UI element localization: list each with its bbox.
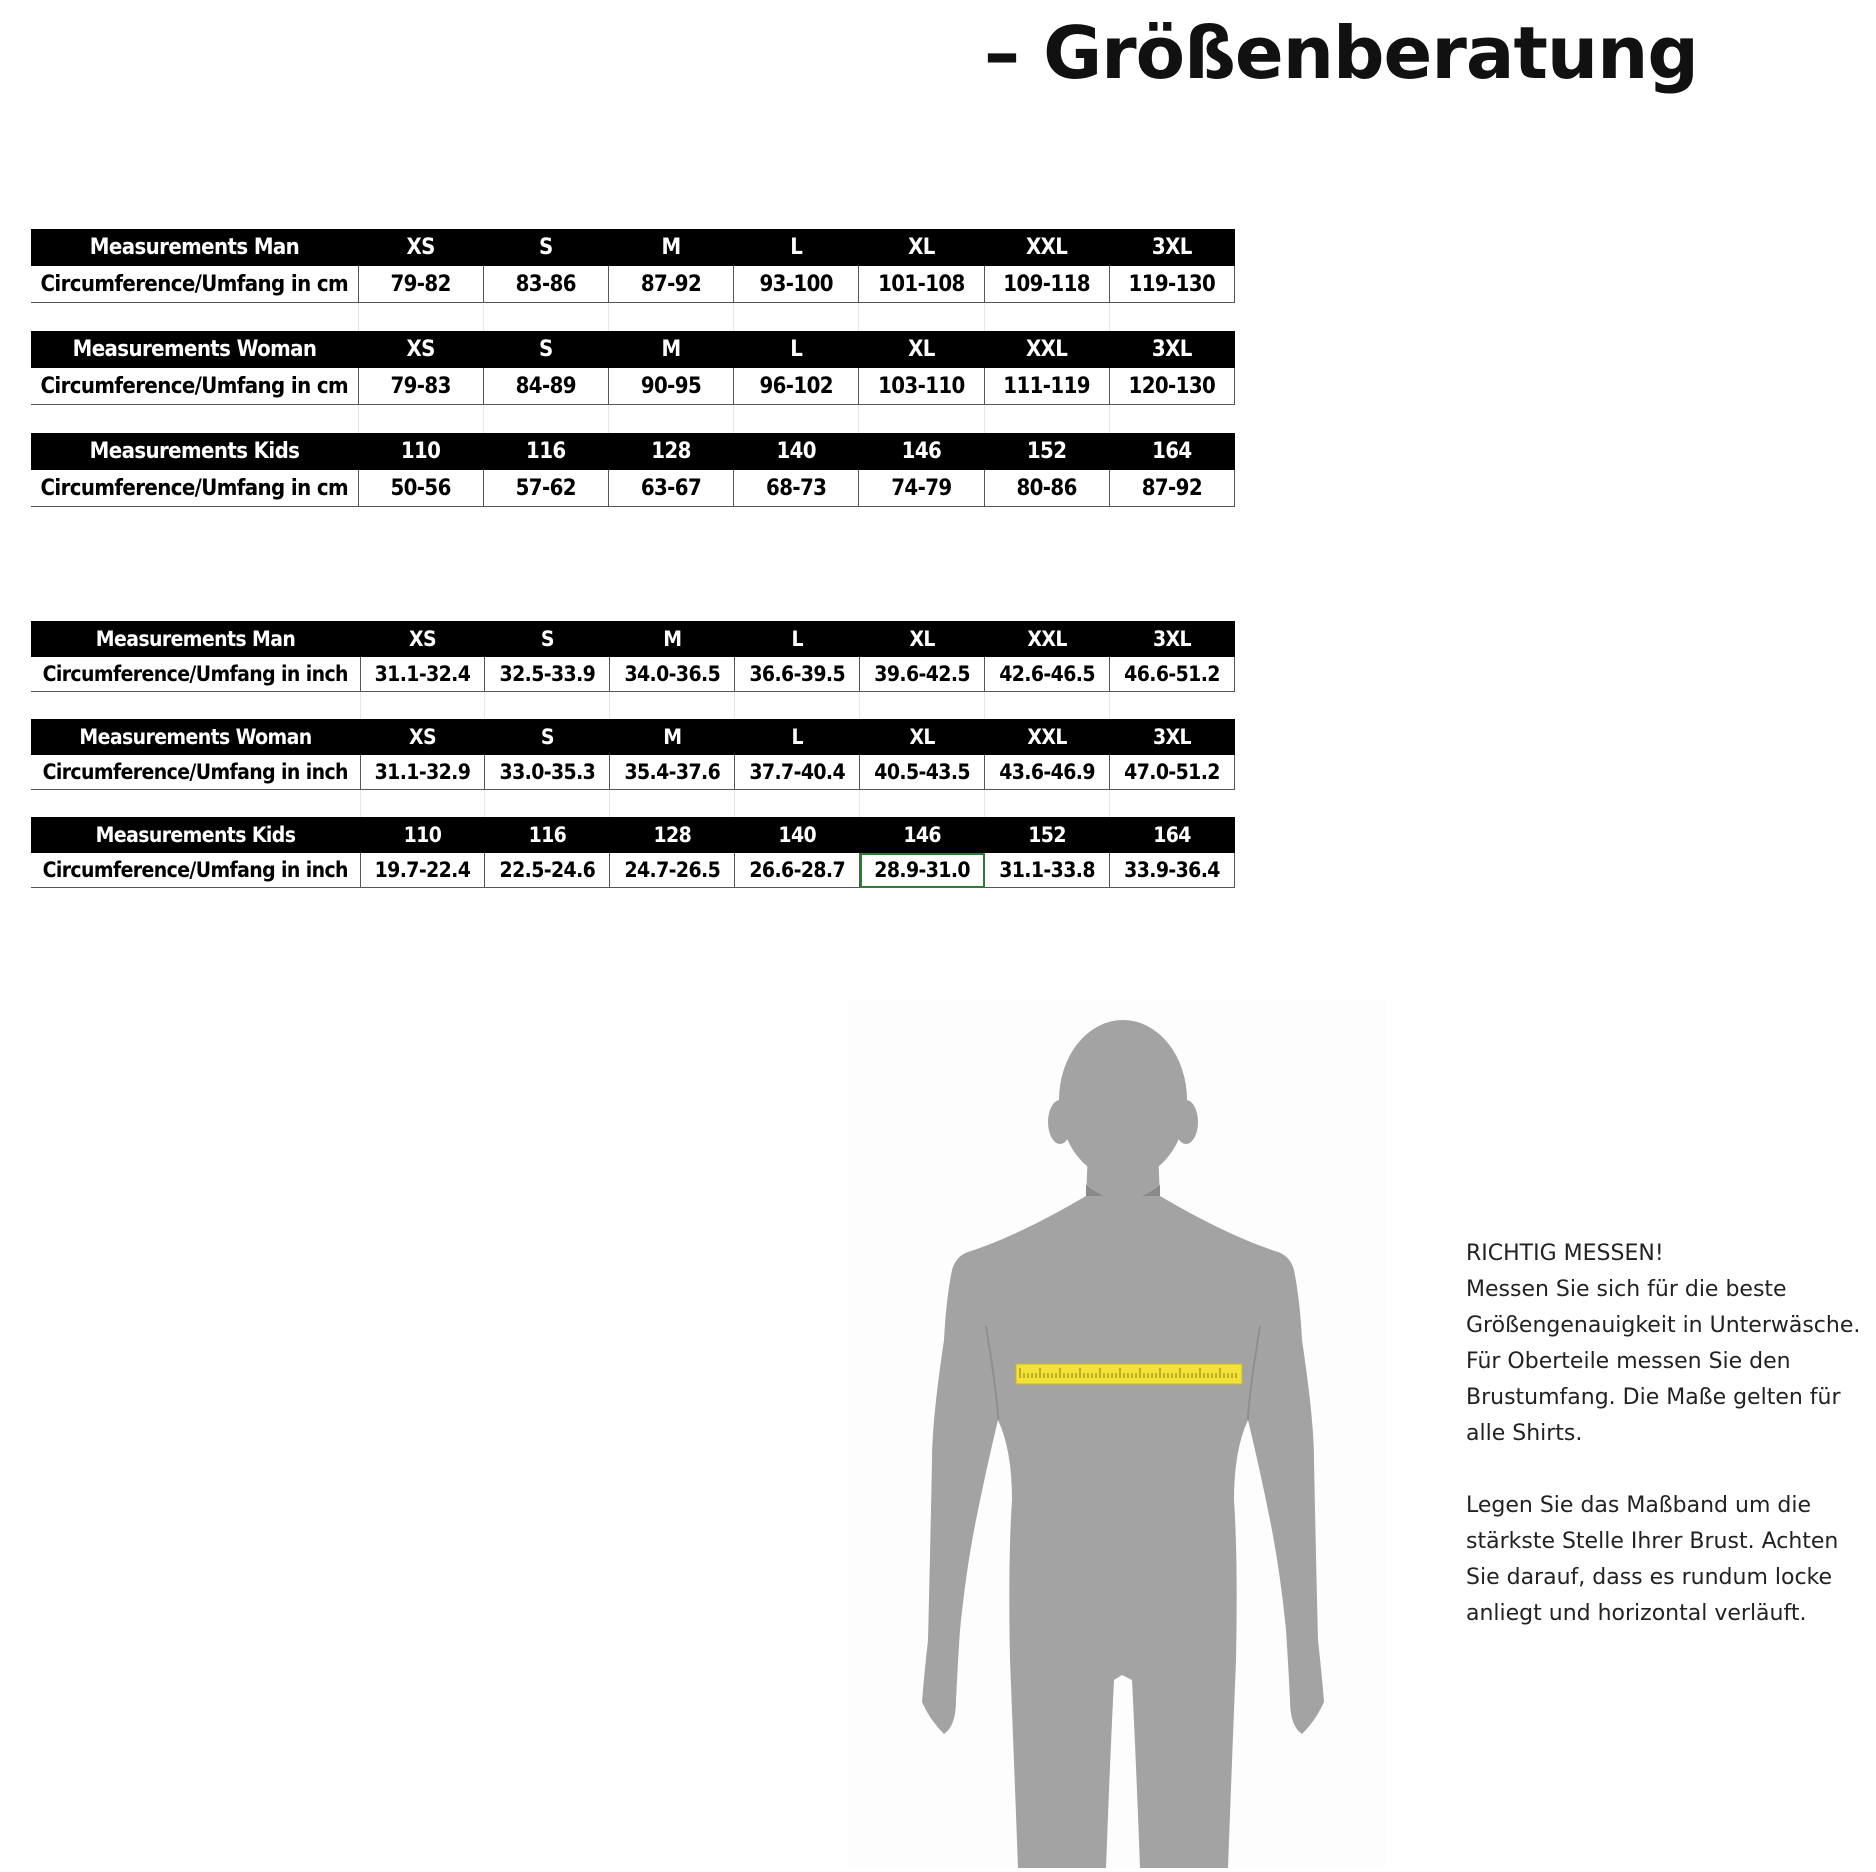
spacer-cell	[1109, 303, 1234, 332]
size-table-value-row	[31, 657, 1235, 692]
spacer-cell	[358, 405, 483, 434]
measurement-value: 26.6-28.7	[735, 853, 860, 888]
measurement-value: 31.1-33.8	[985, 853, 1110, 888]
instructions-line: Sie darauf, dass es rundum locke	[1466, 1565, 1833, 1590]
size-table-value-row	[31, 470, 1235, 507]
spacer-cell	[984, 405, 1109, 434]
size-label: XXL	[984, 331, 1109, 368]
measurement-value: 40.5-43.5	[860, 755, 985, 790]
spacer-cell	[610, 692, 735, 720]
instructions-line: Brustumfang. Die Maße gelten für	[1466, 1385, 1841, 1410]
size-label: 3XL	[1109, 229, 1234, 266]
measurement-label: Circumference/Umfang in inch	[31, 853, 360, 888]
size-label: XXL	[984, 229, 1109, 266]
measurement-label: Circumference/Umfang in cm	[31, 470, 358, 507]
spacer-cell	[859, 405, 984, 434]
instructions-line: Legen Sie das Maßband um die	[1466, 1493, 1811, 1518]
size-label: 164	[1109, 433, 1234, 470]
measurement-value: 31.1-32.9	[360, 755, 485, 790]
size-group-label: Measurements Kids	[31, 817, 360, 853]
size-group-label: Measurements Woman	[31, 719, 360, 755]
spacer-cell	[984, 303, 1109, 332]
measurement-value: 120-130	[1109, 368, 1234, 405]
measurement-value: 31.1-32.4	[360, 657, 485, 692]
size-label: XL	[860, 719, 985, 755]
measurement-value: 22.5-24.6	[485, 853, 610, 888]
size-label: XL	[859, 331, 984, 368]
size-label: S	[483, 229, 608, 266]
size-label: S	[485, 719, 610, 755]
measurement-value: 109-118	[984, 266, 1109, 303]
size-label: M	[608, 331, 733, 368]
measurement-value: 74-79	[859, 470, 984, 507]
size-label: 116	[483, 433, 608, 470]
measurement-value: 57-62	[483, 470, 608, 507]
instructions-line: Messen Sie sich für die beste	[1466, 1277, 1787, 1302]
size-table-value-row	[31, 853, 1235, 888]
size-label: XS	[360, 621, 485, 657]
spacer-cell	[735, 790, 860, 818]
size-table-header-row	[31, 719, 1235, 755]
size-label: L	[734, 229, 859, 266]
spacer-cell	[483, 303, 608, 332]
measurement-value: 35.4-37.6	[610, 755, 735, 790]
table-spacer-row	[31, 692, 1235, 720]
size-label: 128	[610, 817, 735, 853]
measurement-label: Circumference/Umfang in cm	[31, 266, 358, 303]
measurement-value: 103-110	[859, 368, 984, 405]
spacer-cell	[608, 405, 733, 434]
size-table-value-row	[31, 266, 1235, 303]
measurement-label: Circumference/Umfang in cm	[31, 368, 358, 405]
size-table-header-row	[31, 817, 1235, 853]
size-group-label: Measurements Woman	[31, 331, 358, 368]
measurement-value: 83-86	[483, 266, 608, 303]
spacer-cell	[31, 790, 360, 818]
size-table-header-row	[31, 433, 1235, 470]
measurement-value: 68-73	[734, 470, 859, 507]
measurement-value: 119-130	[1109, 266, 1234, 303]
size-label: 152	[985, 817, 1110, 853]
size-label: XS	[358, 229, 483, 266]
spacer-cell	[859, 303, 984, 332]
measurement-label: Circumference/Umfang in inch	[31, 657, 360, 692]
page-title: – Größenberatung	[984, 11, 1698, 95]
measuring-instructions	[1466, 1236, 1866, 1632]
spacer-cell	[985, 790, 1110, 818]
measurement-value: 93-100	[734, 266, 859, 303]
measurement-value: 101-108	[859, 266, 984, 303]
body-measurement-figure-icon	[848, 1000, 1386, 1868]
size-label: 128	[608, 433, 733, 470]
size-label: 110	[358, 433, 483, 470]
size-label: XXL	[985, 621, 1110, 657]
measurement-value: 39.6-42.5	[860, 657, 985, 692]
spacer-cell	[734, 405, 859, 434]
spacer-cell	[985, 692, 1110, 720]
size-table-value-row	[31, 755, 1235, 790]
size-table-header-row	[31, 621, 1235, 657]
measurement-value: 47.0-51.2	[1110, 755, 1235, 790]
size-label: XS	[360, 719, 485, 755]
size-label: 140	[734, 433, 859, 470]
spacer-cell	[485, 790, 610, 818]
spacer-cell	[735, 692, 860, 720]
measurement-value: 79-82	[358, 266, 483, 303]
spacer-cell	[1109, 405, 1234, 434]
figure-torso	[922, 1196, 1324, 1868]
size-label: XL	[860, 621, 985, 657]
spacer-cell	[860, 692, 985, 720]
size-label: 3XL	[1109, 331, 1234, 368]
size-label: 146	[859, 433, 984, 470]
size-table-cm	[31, 229, 1235, 507]
measurement-value: 90-95	[608, 368, 733, 405]
spacer-cell	[31, 405, 358, 434]
table-spacer-row	[31, 303, 1235, 332]
measurement-value: 42.6-46.5	[985, 657, 1110, 692]
measurement-value: 32.5-33.9	[485, 657, 610, 692]
spacer-cell	[610, 790, 735, 818]
measurement-value: 80-86	[984, 470, 1109, 507]
measurement-value: 46.6-51.2	[1110, 657, 1235, 692]
table-spacer-row	[31, 405, 1235, 434]
measurement-value: 96-102	[734, 368, 859, 405]
instructions-line: stärkste Stelle Ihrer Brust. Achten	[1466, 1529, 1839, 1554]
measurement-value: 33.0-35.3	[485, 755, 610, 790]
measurement-value: 24.7-26.5	[610, 853, 735, 888]
instructions-line: Für Oberteile messen Sie den	[1466, 1349, 1791, 1374]
size-label: M	[610, 621, 735, 657]
measurement-value: 63-67	[608, 470, 733, 507]
size-label: S	[485, 621, 610, 657]
size-label: XS	[358, 331, 483, 368]
size-label: S	[483, 331, 608, 368]
measurement-value: 37.7-40.4	[735, 755, 860, 790]
size-label: XL	[859, 229, 984, 266]
size-label: 140	[735, 817, 860, 853]
spacer-cell	[1110, 790, 1235, 818]
spacer-cell	[31, 692, 360, 720]
size-table-header-row	[31, 229, 1235, 266]
measurement-value: 34.0-36.5	[610, 657, 735, 692]
size-label: L	[735, 621, 860, 657]
body-measurement-figure	[848, 1000, 1386, 1868]
size-label: M	[610, 719, 735, 755]
spacer-cell	[860, 790, 985, 818]
spacer-cell	[485, 692, 610, 720]
size-label: XXL	[985, 719, 1110, 755]
measurement-value: 84-89	[483, 368, 608, 405]
instructions-heading: RICHTIG MESSEN!	[1466, 1241, 1664, 1266]
table-spacer-row	[31, 790, 1235, 818]
measurement-value: 36.6-39.5	[735, 657, 860, 692]
instructions-line: Größengenauigkeit in Unterwäsche.	[1466, 1313, 1861, 1338]
measurement-value: 50-56	[358, 470, 483, 507]
size-label: L	[735, 719, 860, 755]
size-label: 152	[984, 433, 1109, 470]
size-label: M	[608, 229, 733, 266]
spacer-cell	[734, 303, 859, 332]
spacer-cell	[360, 692, 485, 720]
measurement-value: 33.9-36.4	[1110, 853, 1235, 888]
spacer-cell	[360, 790, 485, 818]
spacer-cell	[1110, 692, 1235, 720]
measurement-value: 28.9-31.0	[860, 853, 985, 888]
size-label: 110	[360, 817, 485, 853]
spacer-cell	[483, 405, 608, 434]
instructions-line: anliegt und horizontal verläuft.	[1466, 1601, 1807, 1626]
measurement-value: 87-92	[608, 266, 733, 303]
size-label: 164	[1110, 817, 1235, 853]
spacer-cell	[358, 303, 483, 332]
measurement-label: Circumference/Umfang in inch	[31, 755, 360, 790]
size-table-value-row	[31, 368, 1235, 405]
instructions-line: alle Shirts.	[1466, 1421, 1583, 1446]
measurement-value: 43.6-46.9	[985, 755, 1110, 790]
size-label: 3XL	[1110, 621, 1235, 657]
size-group-label: Measurements Man	[31, 229, 358, 266]
size-label: L	[734, 331, 859, 368]
size-label: 116	[485, 817, 610, 853]
spacer-cell	[31, 303, 358, 332]
size-label: 3XL	[1110, 719, 1235, 755]
spacer-cell	[608, 303, 733, 332]
measurement-value: 19.7-22.4	[360, 853, 485, 888]
size-table-inch	[31, 621, 1235, 888]
size-table-header-row	[31, 331, 1235, 368]
measurement-value: 87-92	[1109, 470, 1234, 507]
size-group-label: Measurements Man	[31, 621, 360, 657]
measurement-value: 111-119	[984, 368, 1109, 405]
size-label: 146	[860, 817, 985, 853]
measurement-value: 79-83	[358, 368, 483, 405]
size-group-label: Measurements Kids	[31, 433, 358, 470]
